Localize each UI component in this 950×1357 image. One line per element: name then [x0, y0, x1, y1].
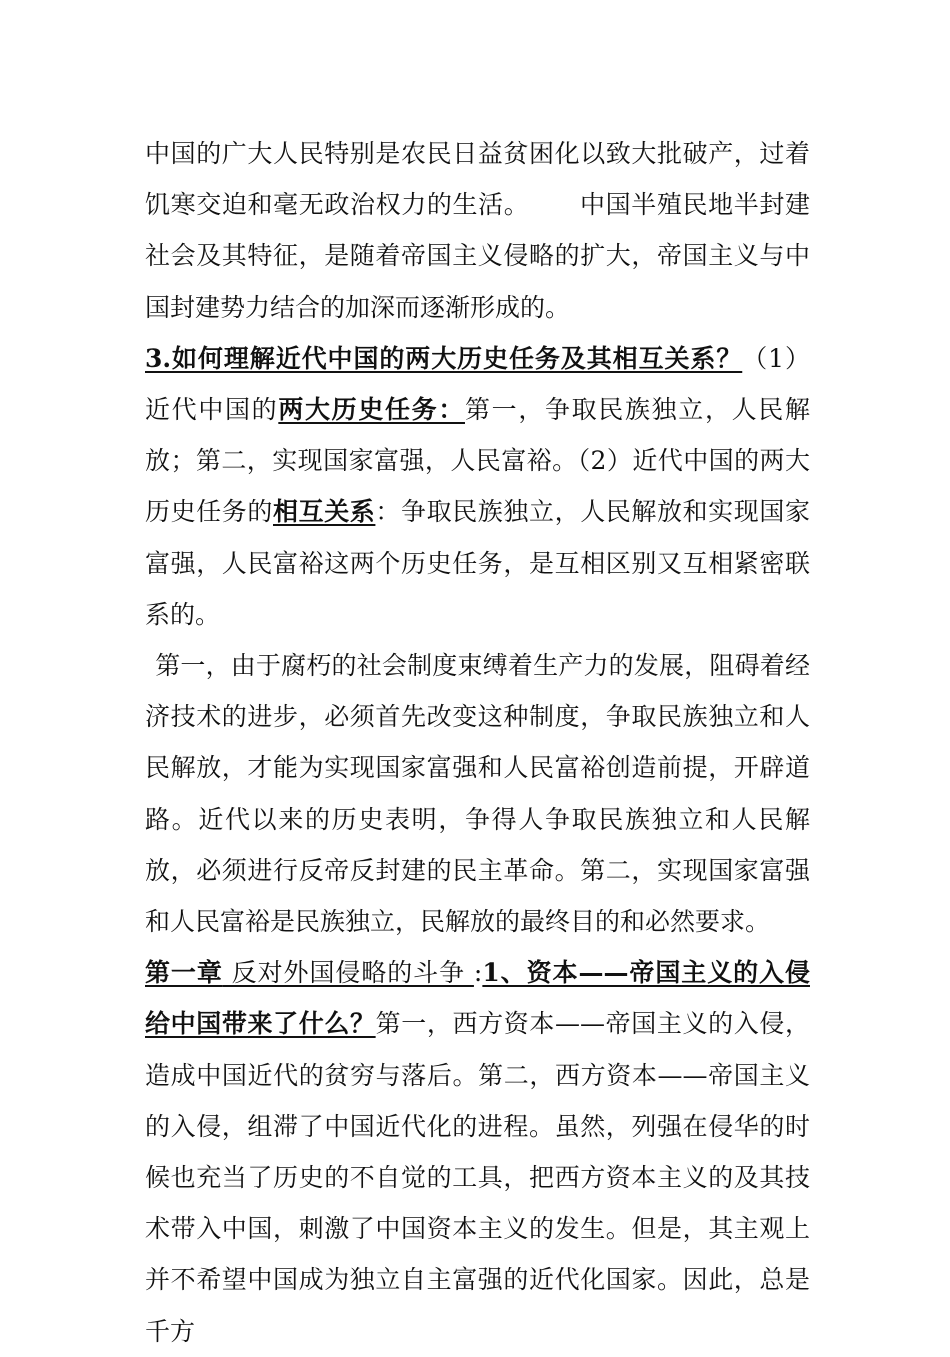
- paragraph-2-text-1: （1）近代中国的: [145, 343, 810, 425]
- key-term-tasks: 两大历史任务：: [278, 395, 465, 425]
- document-body: [145, 128, 810, 1357]
- paragraph-4-text: 第一，西方资本——帝国主义的入侵，造成中国近代的贫穷与落后。第二，西方资本——帝国主义的入侵，组滞了中国近代化的进程。虽然，列强在侵华的时候也充当了历史的不自觉的工具，把西方资本主义的及其技术带入中国，刺激了中国资本主义的发生。但是，其主观上并不希望中国成为独立自主富强的近代化国家。因此，总是千方: [145, 1009, 810, 1346]
- question-heading: 3.如何理解近代中国的两大历史任务及其相互关系？: [145, 343, 743, 373]
- paragraph-2-text-2: 第一，争取民族独立，人民解放；第二，实现国家富强，人民富裕。（2）近代中国的两大历史任务的: [145, 395, 810, 527]
- paragraph-4: [145, 947, 810, 1357]
- paragraph-2-text-3: ：争取民族独立，人民解放和实现国家富强，人民富裕这两个历史任务，是互相区别又互相紧密联系的。: [145, 497, 810, 629]
- chapter-title: 反对外国侵略的斗争: [222, 958, 474, 988]
- paragraph-2: [145, 333, 810, 640]
- paragraph-1-text-a: 中国的广大人民特别是农民日益贫困化以致大批破产，过着饥寒交迫和毫无政治权力的生活。: [145, 139, 810, 220]
- chapter-label: 第一章: [145, 958, 223, 988]
- chapter-colon: :: [473, 958, 483, 988]
- key-term-relation: 相互关系: [273, 497, 376, 527]
- paragraph-1: [145, 128, 810, 333]
- paragraph-1-text-b: 中国半殖民地半封建社会及其特征，是随着帝国主义侵略的扩大，帝国主义与中国封建势力结合的加深而逐渐形成的。: [145, 190, 810, 322]
- paragraph-3-text: 第一，由于腐朽的社会制度束缚着生产力的发展，阻碍着经济技术的进步，必须首先改变这种制度，争取民族独立和人民解放，才能为实现国家富强和人民富裕创造前提，开辟道路。近代以来的历史表明，争得人争取民族独立和人民解放，必须进行反帝反封建的民主革命。第二，实现国家富强和人民富裕是民族独立，民解放的最终目的和必然要求。: [145, 651, 810, 937]
- paragraph-3: [145, 640, 810, 947]
- question-heading: 1、资本——帝国主义的入侵给中国带来了什么？: [145, 958, 810, 1039]
